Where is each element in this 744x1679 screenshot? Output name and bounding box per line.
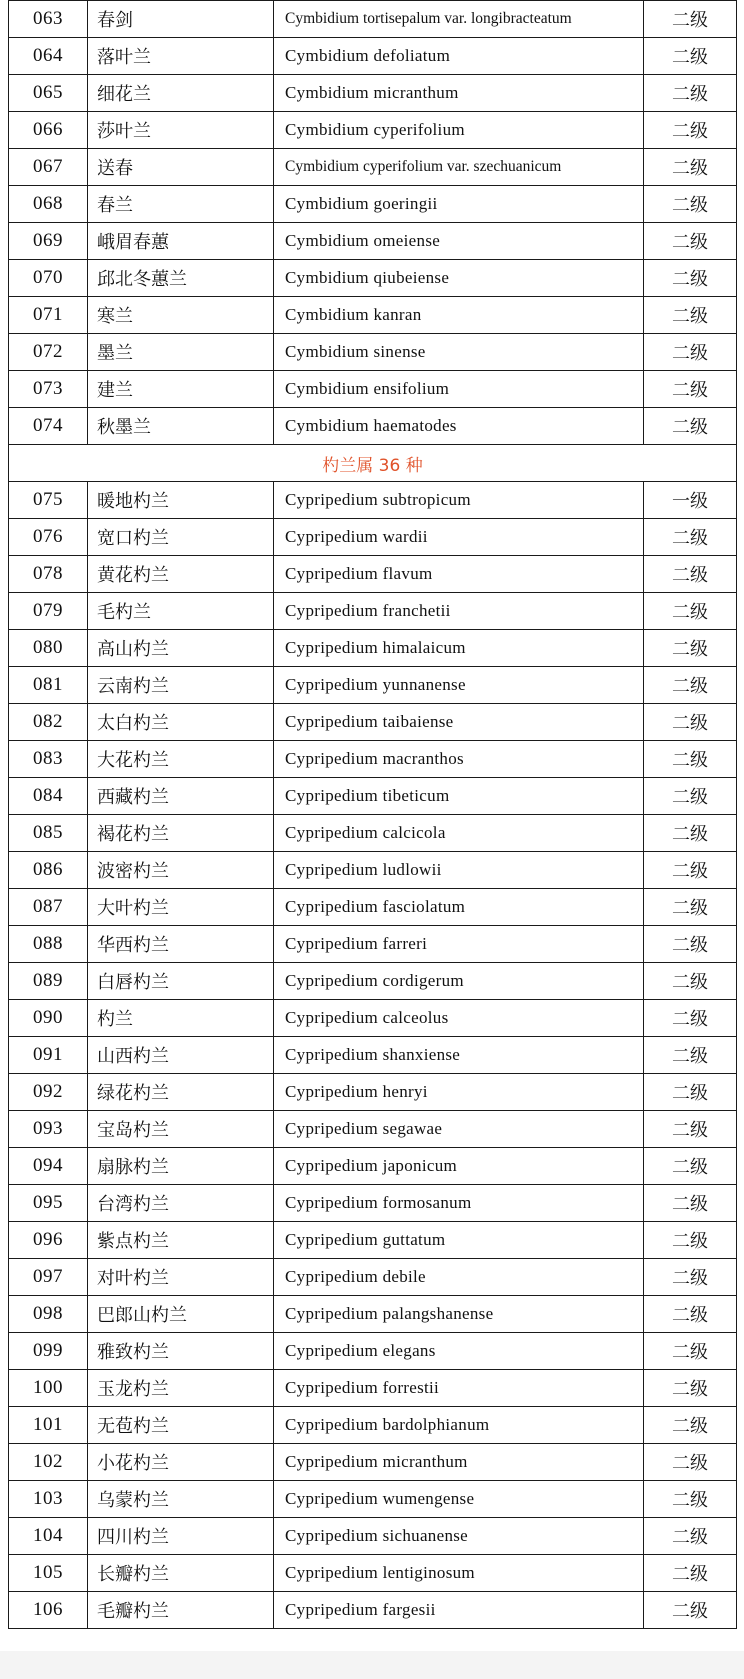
table-row [9, 1592, 737, 1629]
species-number: 095 [9, 1185, 88, 1222]
table-row [9, 334, 737, 371]
chinese-name: 建兰 [88, 371, 274, 408]
latin-name: Cypripedium wardii [274, 519, 644, 556]
cymbidium-rows [9, 1, 737, 445]
table-row [9, 852, 737, 889]
cypripedium-rows [9, 482, 737, 1629]
latin-name: Cymbidium goeringii [274, 186, 644, 223]
table-row [9, 556, 737, 593]
species-number: 072 [9, 334, 88, 371]
latin-name: Cypripedium fasciolatum [274, 889, 644, 926]
table-row [9, 260, 737, 297]
species-number: 079 [9, 593, 88, 630]
table-row [9, 1333, 737, 1370]
species-number: 080 [9, 630, 88, 667]
chinese-name: 秋墨兰 [88, 408, 274, 445]
table-row [9, 1, 737, 38]
table-row [9, 889, 737, 926]
chinese-name: 高山杓兰 [88, 630, 274, 667]
protection-level: 二级 [644, 1148, 737, 1185]
chinese-name: 小花杓兰 [88, 1444, 274, 1481]
chinese-name: 云南杓兰 [88, 667, 274, 704]
protection-level: 二级 [644, 1, 737, 38]
latin-name: Cymbidium cyperifolium var. szechuanicum [274, 149, 644, 186]
latin-name: Cymbidium omeiense [274, 223, 644, 260]
latin-name: Cymbidium tortisepalum var. longibracteatum [274, 1, 644, 38]
protection-level: 二级 [644, 334, 737, 371]
species-number: 078 [9, 556, 88, 593]
species-number: 064 [9, 38, 88, 75]
table-row [9, 704, 737, 741]
chinese-name: 细花兰 [88, 75, 274, 112]
protection-level: 二级 [644, 1370, 737, 1407]
protection-level: 二级 [644, 1407, 737, 1444]
chinese-name: 邱北冬蕙兰 [88, 260, 274, 297]
protection-level: 二级 [644, 667, 737, 704]
chinese-name: 太白杓兰 [88, 704, 274, 741]
latin-name: Cypripedium taibaiense [274, 704, 644, 741]
table-row [9, 1111, 737, 1148]
latin-name: Cypripedium debile [274, 1259, 644, 1296]
species-number: 099 [9, 1333, 88, 1370]
species-number: 070 [9, 260, 88, 297]
latin-name: Cypripedium flavum [274, 556, 644, 593]
species-number: 102 [9, 1444, 88, 1481]
table-row [9, 1555, 737, 1592]
table-row [9, 38, 737, 75]
chinese-name: 杓兰 [88, 1000, 274, 1037]
chinese-name: 褐花杓兰 [88, 815, 274, 852]
latin-name: Cypripedium sichuanense [274, 1518, 644, 1555]
species-number: 082 [9, 704, 88, 741]
chinese-name: 莎叶兰 [88, 112, 274, 149]
protection-level: 二级 [644, 297, 737, 334]
table-row [9, 1444, 737, 1481]
table-row [9, 75, 737, 112]
section-header-row [9, 445, 737, 482]
protection-level: 二级 [644, 519, 737, 556]
chinese-name: 乌蒙杓兰 [88, 1481, 274, 1518]
species-number: 104 [9, 1518, 88, 1555]
species-number: 090 [9, 1000, 88, 1037]
chinese-name: 台湾杓兰 [88, 1185, 274, 1222]
species-number: 084 [9, 778, 88, 815]
species-number: 089 [9, 963, 88, 1000]
table-row [9, 815, 737, 852]
latin-name: Cypripedium calcicola [274, 815, 644, 852]
chinese-name: 暖地杓兰 [88, 482, 274, 519]
latin-name: Cypripedium forrestii [274, 1370, 644, 1407]
protection-level: 二级 [644, 186, 737, 223]
latin-name: Cypripedium ludlowii [274, 852, 644, 889]
table-row [9, 1259, 737, 1296]
protection-level: 二级 [644, 112, 737, 149]
table-row [9, 963, 737, 1000]
chinese-name: 四川杓兰 [88, 1518, 274, 1555]
protection-level: 二级 [644, 371, 737, 408]
species-number: 098 [9, 1296, 88, 1333]
protection-level: 二级 [644, 963, 737, 1000]
protection-level: 二级 [644, 1296, 737, 1333]
species-number: 105 [9, 1555, 88, 1592]
protection-level: 二级 [644, 223, 737, 260]
species-number: 067 [9, 149, 88, 186]
protection-level: 二级 [644, 593, 737, 630]
chinese-name: 扇脉杓兰 [88, 1148, 274, 1185]
species-number: 068 [9, 186, 88, 223]
table-row [9, 593, 737, 630]
chinese-name: 波密杓兰 [88, 852, 274, 889]
latin-name: Cypripedium segawae [274, 1111, 644, 1148]
latin-name: Cypripedium wumengense [274, 1481, 644, 1518]
latin-name: Cymbidium haematodes [274, 408, 644, 445]
table-row [9, 1222, 737, 1259]
protection-level: 二级 [644, 1444, 737, 1481]
protection-level: 二级 [644, 630, 737, 667]
table-row [9, 149, 737, 186]
document-page [8, 0, 736, 1629]
species-number: 086 [9, 852, 88, 889]
protection-level: 二级 [644, 778, 737, 815]
protection-level: 二级 [644, 408, 737, 445]
table-row [9, 630, 737, 667]
chinese-name: 毛杓兰 [88, 593, 274, 630]
species-number: 097 [9, 1259, 88, 1296]
chinese-name: 西藏杓兰 [88, 778, 274, 815]
chinese-name: 宽口杓兰 [88, 519, 274, 556]
latin-name: Cypripedium franchetii [274, 593, 644, 630]
latin-name: Cypripedium farreri [274, 926, 644, 963]
latin-name: Cypripedium japonicum [274, 1148, 644, 1185]
table-row [9, 1185, 737, 1222]
latin-name: Cypripedium himalaicum [274, 630, 644, 667]
chinese-name: 春兰 [88, 186, 274, 223]
protection-level: 二级 [644, 1037, 737, 1074]
species-number: 093 [9, 1111, 88, 1148]
species-number: 075 [9, 482, 88, 519]
chinese-name: 巴郎山杓兰 [88, 1296, 274, 1333]
chinese-name: 对叶杓兰 [88, 1259, 274, 1296]
table-row [9, 1037, 737, 1074]
chinese-name: 无苞杓兰 [88, 1407, 274, 1444]
latin-name: Cypripedium calceolus [274, 1000, 644, 1037]
species-number: 092 [9, 1074, 88, 1111]
latin-name: Cypripedium macranthos [274, 741, 644, 778]
protection-level: 二级 [644, 741, 737, 778]
protection-level: 二级 [644, 75, 737, 112]
chinese-name: 峨眉春蕙 [88, 223, 274, 260]
species-number: 103 [9, 1481, 88, 1518]
chinese-name: 雅致杓兰 [88, 1333, 274, 1370]
table-row [9, 519, 737, 556]
section-header-group [9, 445, 737, 482]
latin-name: Cypripedium palangshanense [274, 1296, 644, 1333]
table-row [9, 112, 737, 149]
latin-name: Cymbidium defoliatum [274, 38, 644, 75]
table-row [9, 1296, 737, 1333]
species-number: 091 [9, 1037, 88, 1074]
protection-level: 二级 [644, 1185, 737, 1222]
species-number: 088 [9, 926, 88, 963]
latin-name: Cypripedium bardolphianum [274, 1407, 644, 1444]
protection-level: 二级 [644, 1555, 737, 1592]
species-number: 076 [9, 519, 88, 556]
table-row [9, 741, 737, 778]
species-number: 073 [9, 371, 88, 408]
chinese-name: 大叶杓兰 [88, 889, 274, 926]
latin-name: Cypripedium micranthum [274, 1444, 644, 1481]
species-number: 083 [9, 741, 88, 778]
chinese-name: 墨兰 [88, 334, 274, 371]
protection-level: 二级 [644, 1481, 737, 1518]
section-title: 杓兰属 36 种 [9, 445, 737, 482]
latin-name: Cypripedium guttatum [274, 1222, 644, 1259]
table-row [9, 482, 737, 519]
latin-name: Cymbidium sinense [274, 334, 644, 371]
species-number: 106 [9, 1592, 88, 1629]
latin-name: Cypripedium tibeticum [274, 778, 644, 815]
protection-level: 二级 [644, 260, 737, 297]
chinese-name: 大花杓兰 [88, 741, 274, 778]
species-number: 085 [9, 815, 88, 852]
species-number: 065 [9, 75, 88, 112]
chinese-name: 毛瓣杓兰 [88, 1592, 274, 1629]
species-number: 066 [9, 112, 88, 149]
protection-level: 二级 [644, 1592, 737, 1629]
chinese-name: 春剑 [88, 1, 274, 38]
table-row [9, 371, 737, 408]
chinese-name: 紫点杓兰 [88, 1222, 274, 1259]
protection-level: 二级 [644, 889, 737, 926]
species-table [8, 0, 737, 1629]
protection-level: 二级 [644, 852, 737, 889]
chinese-name: 白唇杓兰 [88, 963, 274, 1000]
latin-name: Cypripedium shanxiense [274, 1037, 644, 1074]
protection-level: 二级 [644, 1000, 737, 1037]
species-number: 081 [9, 667, 88, 704]
table-row [9, 223, 737, 260]
latin-name: Cypripedium fargesii [274, 1592, 644, 1629]
table-row [9, 1148, 737, 1185]
species-number: 094 [9, 1148, 88, 1185]
protection-level: 二级 [644, 1259, 737, 1296]
protection-level: 一级 [644, 482, 737, 519]
chinese-name: 山西杓兰 [88, 1037, 274, 1074]
chinese-name: 玉龙杓兰 [88, 1370, 274, 1407]
latin-name: Cypripedium henryi [274, 1074, 644, 1111]
table-row [9, 186, 737, 223]
protection-level: 二级 [644, 926, 737, 963]
protection-level: 二级 [644, 1111, 737, 1148]
latin-name: Cypripedium subtropicum [274, 482, 644, 519]
species-number: 069 [9, 223, 88, 260]
chinese-name: 送春 [88, 149, 274, 186]
latin-name: Cypripedium cordigerum [274, 963, 644, 1000]
species-number: 096 [9, 1222, 88, 1259]
page-bottom-margin [0, 1651, 744, 1679]
species-number: 074 [9, 408, 88, 445]
chinese-name: 长瓣杓兰 [88, 1555, 274, 1592]
table-row [9, 1407, 737, 1444]
table-row [9, 926, 737, 963]
species-number: 087 [9, 889, 88, 926]
protection-level: 二级 [644, 1074, 737, 1111]
chinese-name: 绿花杓兰 [88, 1074, 274, 1111]
table-row [9, 1518, 737, 1555]
table-row [9, 1074, 737, 1111]
protection-level: 二级 [644, 38, 737, 75]
table-row [9, 1481, 737, 1518]
table-row [9, 778, 737, 815]
latin-name: Cypripedium elegans [274, 1333, 644, 1370]
protection-level: 二级 [644, 149, 737, 186]
latin-name: Cymbidium ensifolium [274, 371, 644, 408]
latin-name: Cymbidium kanran [274, 297, 644, 334]
protection-level: 二级 [644, 815, 737, 852]
chinese-name: 寒兰 [88, 297, 274, 334]
protection-level: 二级 [644, 556, 737, 593]
latin-name: Cypripedium yunnanense [274, 667, 644, 704]
protection-level: 二级 [644, 1333, 737, 1370]
table-row [9, 408, 737, 445]
latin-name: Cypripedium lentiginosum [274, 1555, 644, 1592]
latin-name: Cypripedium formosanum [274, 1185, 644, 1222]
protection-level: 二级 [644, 1518, 737, 1555]
protection-level: 二级 [644, 704, 737, 741]
chinese-name: 华西杓兰 [88, 926, 274, 963]
table-row [9, 667, 737, 704]
table-row [9, 297, 737, 334]
species-number: 101 [9, 1407, 88, 1444]
species-number: 071 [9, 297, 88, 334]
latin-name: Cymbidium micranthum [274, 75, 644, 112]
latin-name: Cymbidium cyperifolium [274, 112, 644, 149]
species-number: 100 [9, 1370, 88, 1407]
chinese-name: 黄花杓兰 [88, 556, 274, 593]
species-number: 063 [9, 1, 88, 38]
table-row [9, 1370, 737, 1407]
protection-level: 二级 [644, 1222, 737, 1259]
chinese-name: 宝岛杓兰 [88, 1111, 274, 1148]
table-row [9, 1000, 737, 1037]
latin-name: Cymbidium qiubeiense [274, 260, 644, 297]
chinese-name: 落叶兰 [88, 38, 274, 75]
